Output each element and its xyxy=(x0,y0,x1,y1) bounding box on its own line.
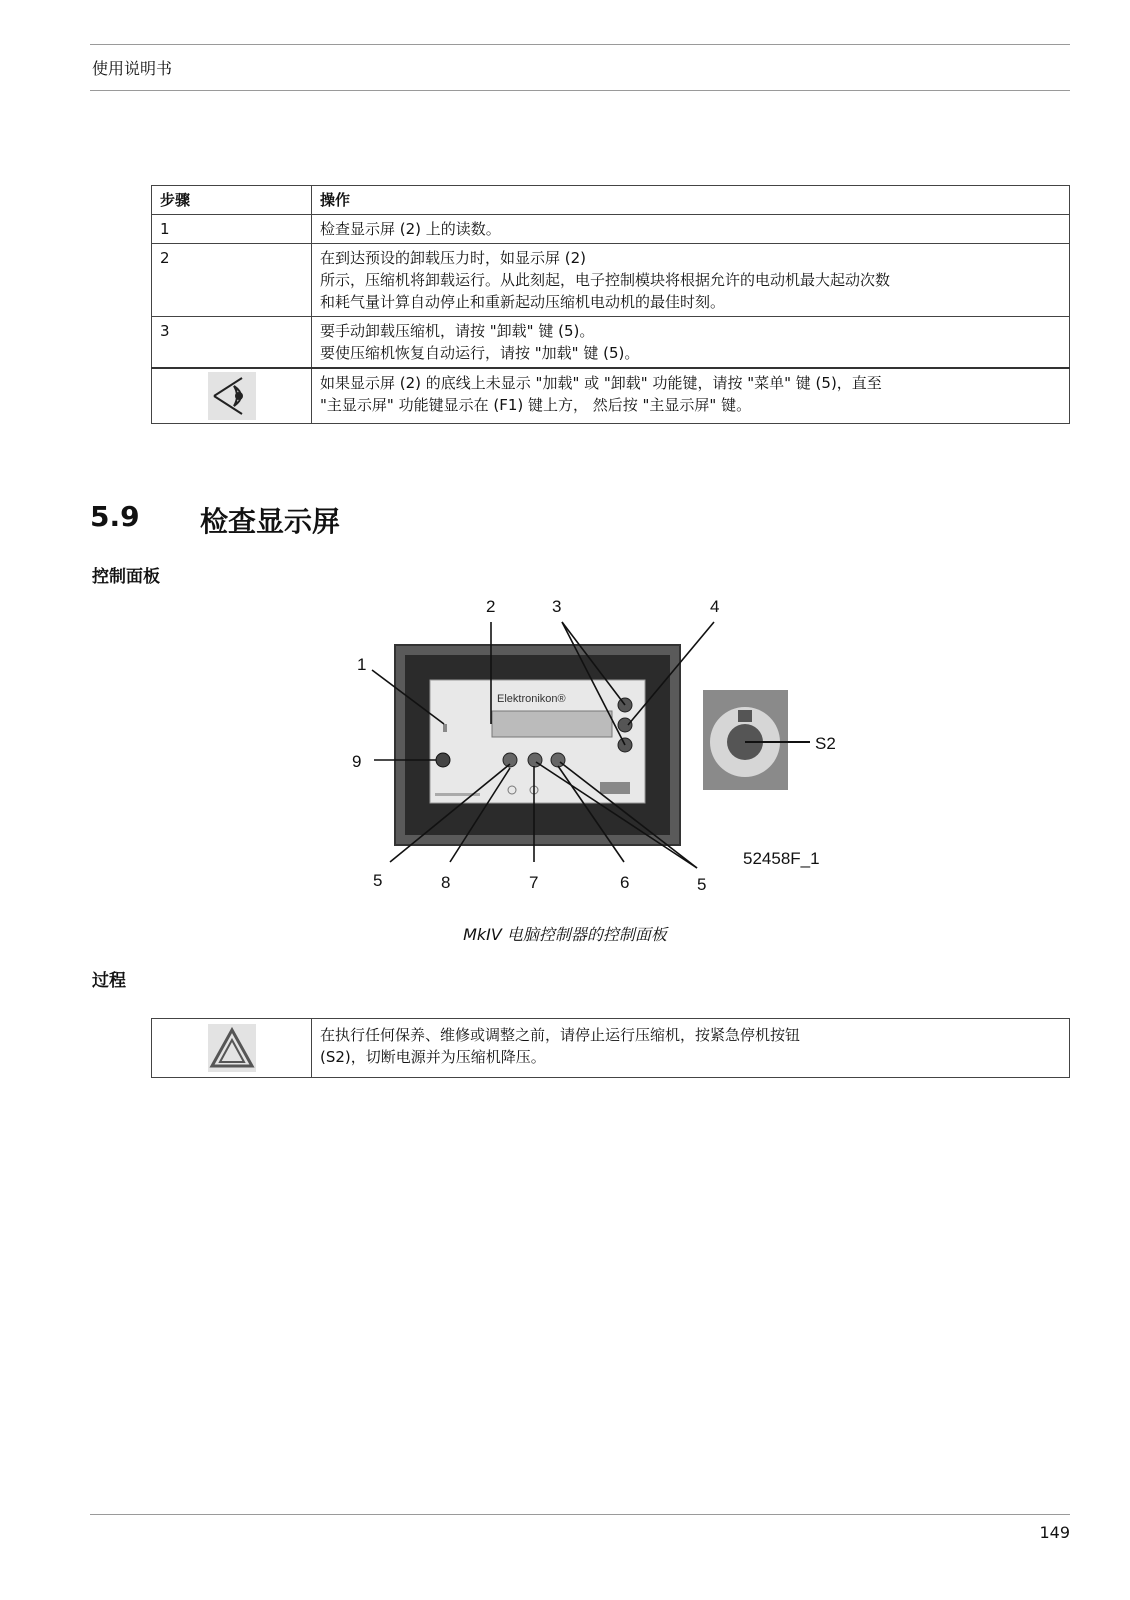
s2-label: S2 xyxy=(815,734,836,753)
table-row xyxy=(152,317,1070,369)
eye-icon xyxy=(208,372,256,420)
manual-title: 使用说明书 xyxy=(92,59,173,78)
operation-line: 所示，压缩机将卸载运行。从此刻起，电子控制模块将根据允许的电动机最大起动次数 xyxy=(320,271,891,289)
warning-line: (S2)，切断电源并为压缩机降压。 xyxy=(320,1048,546,1066)
warning-triangle-icon xyxy=(208,1024,256,1072)
table-row xyxy=(152,244,1070,317)
steps-table xyxy=(151,185,1070,424)
operation-line: 在到达预设的卸载压力时，如显示屏 (2) xyxy=(320,249,587,267)
column-header-step: 步骤 xyxy=(152,186,312,215)
note-text xyxy=(312,368,1070,424)
warning-table xyxy=(151,1018,1070,1078)
header-rule-bottom xyxy=(90,90,1070,91)
callout-7: 7 xyxy=(529,873,539,892)
note-line: "主显示屏" 功能键显示在 (F1) 键上方， 然后按 "主显示屏" 键。 xyxy=(320,396,752,414)
callout-6: 6 xyxy=(620,873,630,892)
warning-text xyxy=(312,1019,1070,1078)
step-operation xyxy=(312,317,1070,369)
control-panel-heading: 控制面板 xyxy=(92,567,160,587)
step-operation xyxy=(312,244,1070,317)
page-number: 149 xyxy=(1039,1523,1070,1542)
step-number: 2 xyxy=(152,244,312,317)
control-panel-figure xyxy=(340,598,860,918)
display-screen xyxy=(492,711,612,737)
column-header-operation: 操作 xyxy=(312,186,1070,215)
section-title: 检查显示屏 xyxy=(200,505,341,538)
callout-2: 2 xyxy=(486,598,496,616)
callout-8: 8 xyxy=(441,873,451,892)
footer-rule xyxy=(90,1514,1070,1515)
note-icon-cell xyxy=(152,368,312,424)
led-indicator xyxy=(443,724,447,732)
callout-9: 9 xyxy=(352,752,362,771)
header-rule-top xyxy=(90,44,1070,45)
callout-5-left: 5 xyxy=(373,871,383,890)
warning-line: 在执行任何保养、维修或调整之前，请停止运行压缩机，按紧急停机按钮 xyxy=(320,1026,801,1044)
callout-5-right: 5 xyxy=(697,875,707,894)
note-row xyxy=(152,368,1070,424)
operation-line: 要使压缩机恢复自动运行，请按 "加载" 键 (5)。 xyxy=(320,344,640,362)
callout-3: 3 xyxy=(552,598,562,616)
callout-4: 4 xyxy=(710,598,720,616)
operation-line: 和耗气量计算自动停止和重新起动压缩机电动机的最佳时刻。 xyxy=(320,293,726,311)
warning-icon-cell xyxy=(152,1019,312,1078)
on-button xyxy=(436,753,450,767)
figure-id: 52458F_1 xyxy=(743,849,820,868)
atlas-logo xyxy=(600,782,630,794)
s2-warning-label xyxy=(738,710,752,722)
warning-row xyxy=(152,1019,1070,1078)
steps-table-header xyxy=(152,186,1070,215)
step-operation xyxy=(312,215,1070,244)
step-number: 1 xyxy=(152,215,312,244)
operation-line: 要手动卸载压缩机，请按 "卸载" 键 (5)。 xyxy=(320,322,595,340)
section-number: 5.9 xyxy=(90,500,140,533)
callout-1: 1 xyxy=(357,655,367,674)
operation-line: 检查显示屏 (2) 上的读数。 xyxy=(320,220,501,238)
brand-label: Elektronikon® xyxy=(497,693,566,705)
table-row xyxy=(152,215,1070,244)
procedure-heading: 过程 xyxy=(92,971,126,991)
figure-caption: MkIV 电脑控制器的控制面板 xyxy=(463,925,667,944)
note-line: 如果显示屏 (2) 的底线上未显示 "加载" 或 "卸载" 功能键，请按 "菜单" 键 (5)，直至 xyxy=(320,374,882,392)
right-button-mid xyxy=(618,718,632,732)
step-number: 3 xyxy=(152,317,312,369)
